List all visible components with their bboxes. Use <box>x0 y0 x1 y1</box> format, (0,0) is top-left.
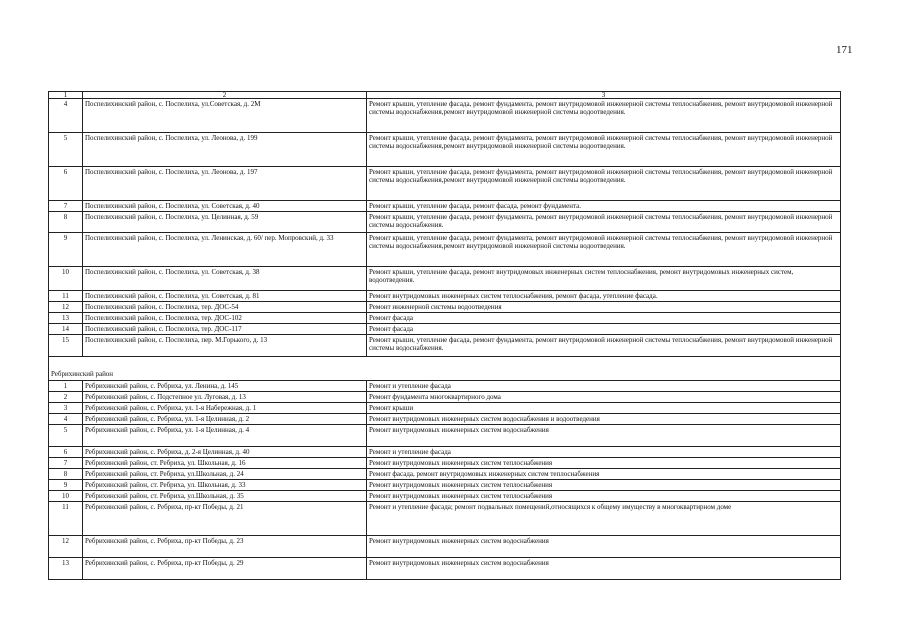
row-number: 14 <box>49 324 83 335</box>
row-works: Ремонт крыши, утепление фасада, ремонт фундамента, ремонт внутридомовой инженерной системы теплоснабжения, ремонт внутридомовой инженерной системы водоснабжения,ремонт внутридомовой инженерной системы водоотведения. <box>367 233 841 267</box>
row-works: Ремонт крыши, утепление фасада, ремонт фундамента, ремонт внутридомовой инженерной системы теплоснабжения, ремонт внутридомовой инженерной системы водоснабжения,ремонт внутридомовой инженерной системы водоотведения. <box>367 133 841 167</box>
table-row <box>49 458 841 469</box>
table-row <box>49 502 841 536</box>
row-number: 10 <box>49 267 83 291</box>
row-number: 11 <box>49 502 83 536</box>
row-address: Поспелихинский район, с. Поспелиха, ул. Ленинская, д. 60/ пер. Мопровский, д. 33 <box>83 233 367 267</box>
row-works: Ремонт крыши, утепление фасада, ремонт фундамента, ремонт внутридомовой инженерной системы теплоснабжения, ремонт внутридомовой инженерной системы водоснабжения,ремонт внутридомовой инженерной системы водоотведения. <box>367 167 841 201</box>
row-address: Ребрихинский район, с. Ребриха, пр-кт Победы, д. 29 <box>83 558 367 580</box>
row-works: Ремонт внутридомовых инженерных систем водоснабжения <box>367 425 841 447</box>
row-works: Ремонт и утепление фасада <box>367 447 841 458</box>
row-number: 3 <box>49 403 83 414</box>
row-address: Ребрихинский район, ст. Ребриха, ул.Школьная, д. 24 <box>83 469 367 480</box>
row-works: Ремонт внутридомовых инженерных систем водоснабжения и водоотведения <box>367 414 841 425</box>
row-works: Ремонт фасада, ремонт внутридомовых инженерных систем теплоснабжения <box>367 469 841 480</box>
table-row <box>49 212 841 233</box>
row-address: Ребрихинский район, с. Ребриха, пр-кт Победы, д. 21 <box>83 502 367 536</box>
row-address: Ребрихинский район, ст. Ребриха, ул.Школьная, д. 35 <box>83 491 367 502</box>
row-address: Поспелихинский район, с. Поспелиха, пер. М.Горького, д. 13 <box>83 335 367 357</box>
table-row <box>49 167 841 201</box>
row-works: Ремонт крыши <box>367 403 841 414</box>
row-number: 2 <box>49 392 83 403</box>
row-number: 5 <box>49 133 83 167</box>
row-works: Ремонт внутридомовых инженерных систем теплоснабжения, ремонт фасада, утепление фасада. <box>367 291 841 302</box>
header-col-1: 1 <box>49 92 83 99</box>
table-row <box>49 201 841 212</box>
row-address: Поспелихинский район, с. Поспелиха, тер. ДОС-102 <box>83 313 367 324</box>
row-address: Поспелихинский район, с. Поспелиха, ул. Целинная, д. 59 <box>83 212 367 233</box>
table-row <box>49 233 841 267</box>
row-address: Ребрихинский район, с. Ребриха, ул. 1-я Целинная, д. 2 <box>83 414 367 425</box>
table-row <box>49 313 841 324</box>
table-row <box>49 447 841 458</box>
table-row <box>49 425 841 447</box>
table-row <box>49 99 841 133</box>
row-works: Ремонт внутридомовых инженерных систем водоснабжения <box>367 558 841 580</box>
row-works: Ремонт крыши, утепление фасада, ремонт фундамента, ремонт внутридомовой инженерной системы теплоснабжения, ремонт внутридомовой инженерной системы водоснабжения,ремонт внутридомовой инженерной системы водоотведения. <box>367 99 841 133</box>
table-row <box>49 392 841 403</box>
section-title: Ребрихинский район <box>49 357 841 381</box>
row-works: Ремонт фасада <box>367 313 841 324</box>
header-col-2: 2 <box>83 92 367 99</box>
table-row <box>49 536 841 558</box>
row-works: Ремонт крыши, утепление фасада, ремонт фундамента, ремонт внутридомовой инженерной системы теплоснабжения, ремонт внутридомовой инженерной системы водоснабжения. <box>367 335 841 357</box>
table-row <box>49 335 841 357</box>
row-address: Поспелихинский район, с. Поспелиха, ул. Советская, д. 38 <box>83 267 367 291</box>
row-number: 1 <box>49 381 83 392</box>
table-row <box>49 491 841 502</box>
row-address: Ребрихинский район, ст. Ребриха, ул. Школьная, д. 16 <box>83 458 367 469</box>
row-works: Ремонт фундамента многоквартирного дома <box>367 392 841 403</box>
row-works: Ремонт внутридомовых инженерных систем теплоснабжения <box>367 491 841 502</box>
row-works: Ремонт внутридомовых инженерных систем теплоснабжения <box>367 458 841 469</box>
table-row <box>49 558 841 580</box>
page-number: 171 <box>836 44 853 56</box>
row-number: 12 <box>49 302 83 313</box>
row-number: 9 <box>49 480 83 491</box>
row-address: Поспелихинский район, с. Поспелиха, ул.Советская, д. 2М <box>83 99 367 133</box>
row-works: Ремонт и утепление фасада; ремонт подвальных помещений,относящихся к общему имуществу в многоквартирном доме <box>367 502 841 536</box>
row-works: Ремонт внутридомовых инженерных систем водоснабжения <box>367 536 841 558</box>
row-number: 8 <box>49 469 83 480</box>
row-works: Ремонт и утепление фасада <box>367 381 841 392</box>
row-number: 13 <box>49 558 83 580</box>
table-row <box>49 469 841 480</box>
row-address: Ребрихинский район, с. Ребриха, ул. Ленина, д. 145 <box>83 381 367 392</box>
row-address: Ребрихинский район, ст. Ребриха, ул. Школьная, д. 33 <box>83 480 367 491</box>
row-works: Ремонт крыши, утепление фасада, ремонт фундамента, ремонт внутридомовой инженерной системы теплоснабжения, ремонт внутридомовой инженерной системы водоснабжения. <box>367 212 841 233</box>
row-number: 15 <box>49 335 83 357</box>
table-row <box>49 403 841 414</box>
row-works: Ремонт крыши, утепление фасада, ремонт фасада, ремонт фундамента. <box>367 201 841 212</box>
row-number: 8 <box>49 212 83 233</box>
row-address: Поспелихинский район, с. Поспелиха, ул. Леонова, д. 197 <box>83 167 367 201</box>
row-number: 4 <box>49 99 83 133</box>
row-number: 10 <box>49 491 83 502</box>
table-row <box>49 291 841 302</box>
row-number: 6 <box>49 167 83 201</box>
row-number: 13 <box>49 313 83 324</box>
row-address: Поспелихинский район, с. Поспелиха, ул. Леонова, д. 199 <box>83 133 367 167</box>
header-col-3: 3 <box>367 92 841 99</box>
row-number: 4 <box>49 414 83 425</box>
row-address: Ребрихинский район, с. Ребриха, пр-кт Победы, д. 23 <box>83 536 367 558</box>
row-number: 7 <box>49 201 83 212</box>
row-address: Ребрихинский район, с. Ребриха, ул. 1-я Целинная, д. 4 <box>83 425 367 447</box>
row-address: Поспелихинский район, с. Поспелиха, ул. Советская, д. 81 <box>83 291 367 302</box>
table-row <box>49 302 841 313</box>
table-row <box>49 324 841 335</box>
row-works: Ремонт внутридомовых инженерных систем теплоснабжения <box>367 480 841 491</box>
table-row <box>49 267 841 291</box>
row-number: 5 <box>49 425 83 447</box>
row-number: 6 <box>49 447 83 458</box>
table-row <box>49 414 841 425</box>
row-address: Поспелихинский район, с. Поспелиха, тер. ДОС-54 <box>83 302 367 313</box>
row-number: 9 <box>49 233 83 267</box>
row-address: Поспелихинский район, с. Поспелиха, тер. ДОС-117 <box>83 324 367 335</box>
row-number: 12 <box>49 536 83 558</box>
row-works: Ремонт фасада <box>367 324 841 335</box>
row-address: Ребрихинский район, с. Ребриха, д. 2-я Целинная, д. 40 <box>83 447 367 458</box>
repair-works-table <box>48 91 841 580</box>
table-header-row <box>49 92 841 99</box>
table-row <box>49 480 841 491</box>
section-row <box>49 357 841 381</box>
row-address: Ребрихинский район, с. Ребриха, ул. 1-я Набережная, д. 1 <box>83 403 367 414</box>
table-row <box>49 133 841 167</box>
row-address: Ребрихинский район, с. Подстепное ул. Луговая, д. 13 <box>83 392 367 403</box>
row-works: Ремонт инженерной системы водоотведения <box>367 302 841 313</box>
row-number: 7 <box>49 458 83 469</box>
table-row <box>49 381 841 392</box>
row-works: Ремонт крыши, утепление фасада, ремонт внутридомовых инженерных систем теплоснабжения, ремонт внутридомовых инженерных систем, водоотведения. <box>367 267 841 291</box>
row-number: 11 <box>49 291 83 302</box>
row-address: Поспелихинский район, с. Поспелиха, ул. Советская, д. 40 <box>83 201 367 212</box>
